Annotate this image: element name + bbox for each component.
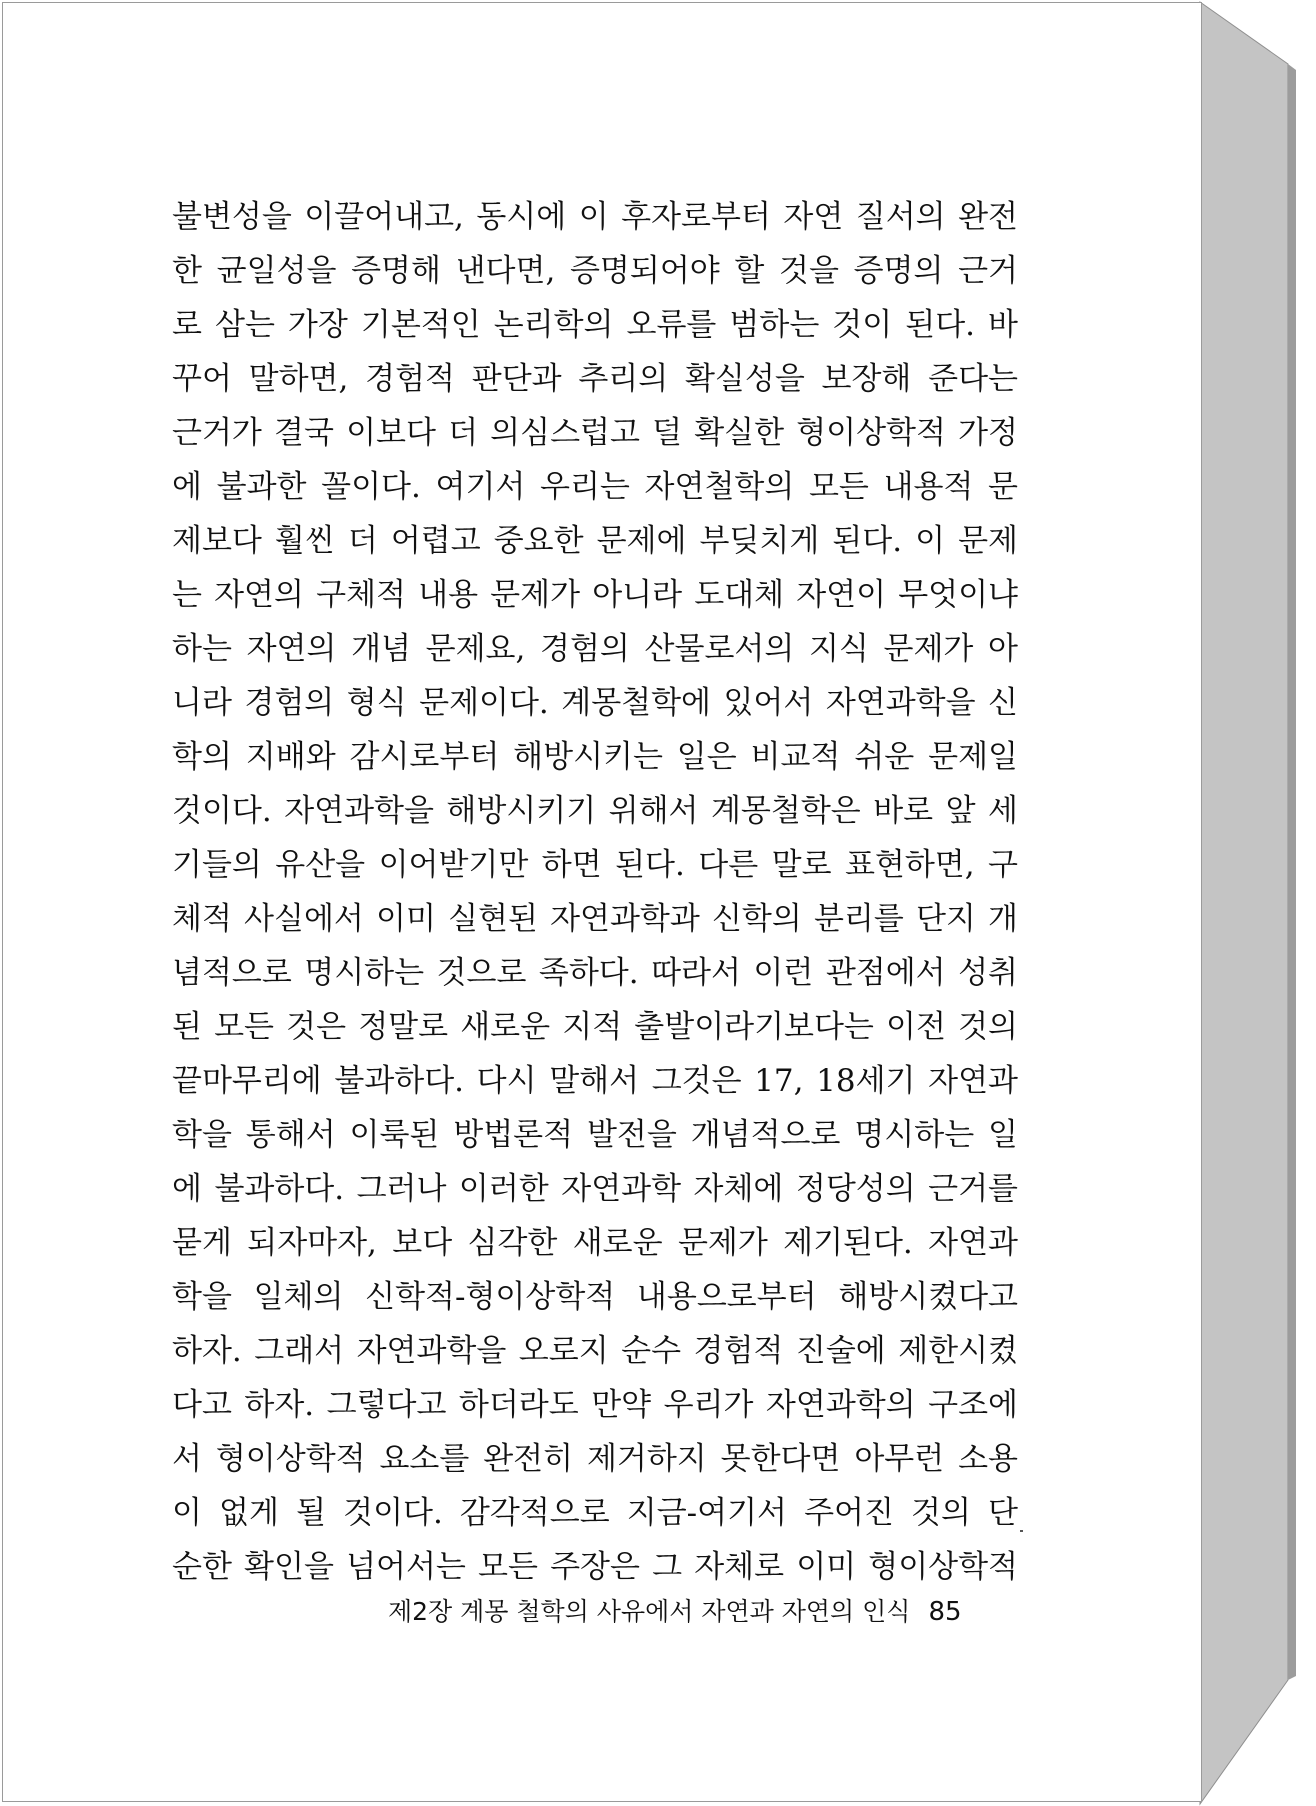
footer-chapter-title: 제2장 계몽 철학의 사유에서 자연과 자연의 인식	[388, 1597, 911, 1626]
running-footer	[388, 1590, 988, 1634]
scan-speck	[1020, 1530, 1023, 1532]
text-line: 학을 통해서 이룩된 방법론적 발전을 개념적으로 명시하는 일	[172, 1117, 1018, 1153]
text-line: 념적으로 명시하는 것으로 족하다. 따라서 이런 관점에서 성취	[172, 955, 1018, 991]
text-line: 끝마무리에 불과하다. 다시 말해서 그것은 17, 18세기 자연과	[172, 1063, 1018, 1099]
text-line: 로 삼는 가장 기본적인 논리학의 오류를 범하는 것이 된다. 바	[172, 307, 1018, 343]
text-line: 학의 지배와 감시로부터 해방시키는 일은 비교적 쉬운 문제일	[172, 739, 1018, 775]
text-line: 불변성을 이끌어내고, 동시에 이 후자로부터 자연 질서의 완전	[172, 199, 1018, 235]
text-line: 에 불과하다. 그러나 이러한 자연과학 자체에 정당성의 근거를	[172, 1171, 1018, 1207]
text-line: 는 자연의 구체적 내용 문제가 아니라 도대체 자연이 무엇이냐	[172, 577, 1018, 613]
text-line: 에 불과한 꼴이다. 여기서 우리는 자연철학의 모든 내용적 문	[172, 469, 1018, 505]
text-line: 체적 사실에서 이미 실현된 자연과학과 신학의 분리를 단지 개	[172, 901, 1018, 937]
book-side-face	[1200, 2, 1288, 1804]
text-line: 제보다 훨씬 더 어렵고 중요한 문제에 부딪치게 된다. 이 문제	[172, 523, 1018, 559]
body-text	[172, 190, 1018, 1594]
text-line: 한 균일성을 증명해 낸다면, 증명되어야 할 것을 증명의 근거	[172, 253, 1018, 289]
text-line: 기들의 유산을 이어받기만 하면 된다. 다른 말로 표현하면, 구	[172, 847, 1018, 883]
text-line: 하는 자연의 개념 문제요, 경험의 산물로서의 지식 문제가 아	[172, 631, 1018, 667]
text-line: 된 모든 것은 정말로 새로운 지적 출발이라기보다는 이전 것의	[172, 1009, 1018, 1045]
text-line: 묻게 되자마자, 보다 심각한 새로운 문제가 제기된다. 자연과	[172, 1225, 1018, 1261]
text-line: 순한 확인을 넘어서는 모든 주장은 그 자체로 이미 형이상학적	[172, 1549, 1018, 1585]
text-line: 다고 하자. 그렇다고 하더라도 만약 우리가 자연과학의 구조에	[172, 1387, 1018, 1423]
footer-page-number: 85	[928, 1597, 962, 1627]
text-line: 꾸어 말하면, 경험적 판단과 추리의 확실성을 보장해 준다는	[172, 361, 1018, 397]
book-side-shadow	[1288, 64, 1296, 1680]
text-line: 하자. 그래서 자연과학을 오로지 순수 경험적 진술에 제한시켰	[172, 1333, 1018, 1369]
text-line: 것이다. 자연과학을 해방시키기 위해서 계몽철학은 바로 앞 세	[172, 793, 1018, 829]
text-line: 이 없게 될 것이다. 감각적으로 지금-여기서 주어진 것의 단	[172, 1495, 1018, 1531]
text-line: 학을 일체의 신학적-형이상학적 내용으로부터 해방시켰다고	[172, 1279, 1018, 1315]
text-line: 근거가 결국 이보다 더 의심스럽고 덜 확실한 형이상학적 가정	[172, 415, 1018, 451]
text-line: 서 형이상학적 요소를 완전히 제거하지 못한다면 아무런 소용	[172, 1441, 1018, 1477]
text-line: 니라 경험의 형식 문제이다. 계몽철학에 있어서 자연과학을 신	[172, 685, 1018, 721]
